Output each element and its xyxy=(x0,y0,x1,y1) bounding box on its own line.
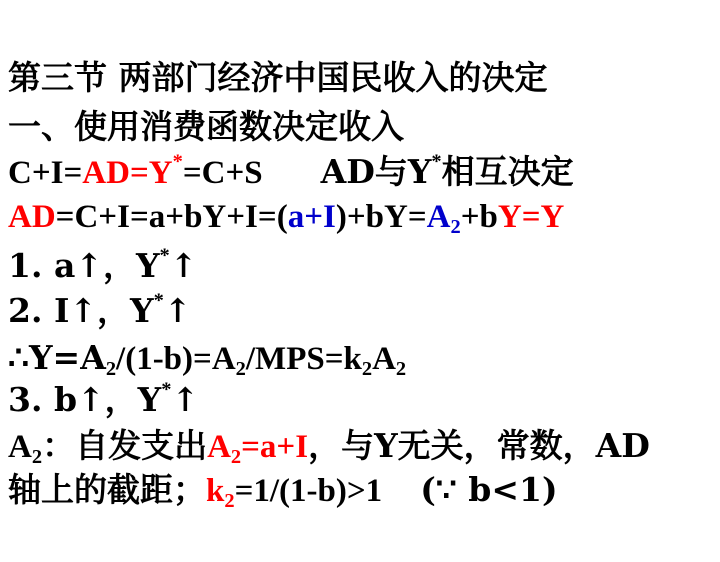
item-text: 1. a↑，Y xyxy=(8,246,160,285)
mult-part: ∴Y=A xyxy=(8,338,106,377)
ad-part: =C+I=a+bY+I=( xyxy=(55,199,288,235)
intercept-note xyxy=(8,470,558,511)
mult-part: /MPS=k xyxy=(245,341,362,377)
mult-sub: 2 xyxy=(395,358,407,381)
eq-star-sup: * xyxy=(431,150,442,173)
up-arrow: ↑ xyxy=(163,291,192,330)
autonomous-spending-note xyxy=(8,426,650,467)
item-sup: * xyxy=(159,244,170,267)
item-sup: * xyxy=(161,378,172,401)
mult-part: /(1-b)=A xyxy=(116,341,236,377)
mult-part: A xyxy=(372,341,396,377)
ad-part-red: Y=Y xyxy=(497,199,565,235)
note-sub-red: 2 xyxy=(230,446,242,469)
note-part: A xyxy=(8,429,32,465)
note-sub: 2 xyxy=(31,446,43,469)
note-part-red: k xyxy=(206,473,225,509)
ad-part: )+bY= xyxy=(335,199,427,235)
mult-sub: 2 xyxy=(235,358,246,381)
mult-sub: 2 xyxy=(361,358,373,381)
eq-part-red: AD=Y xyxy=(82,155,173,191)
equilibrium-equation xyxy=(8,152,574,193)
mult-sub: 2 xyxy=(105,358,117,381)
ad-sub-blue: 2 xyxy=(450,216,461,239)
ad-part-blue: A xyxy=(426,199,451,235)
note-sub-red: 2 xyxy=(224,490,235,513)
item-sup: * xyxy=(153,289,164,312)
item-1 xyxy=(8,246,197,287)
note-part: ：自发支出 xyxy=(42,426,208,465)
ad-part: +b xyxy=(460,199,498,235)
eq-part: AD与Y xyxy=(320,152,432,191)
note-part-red: A xyxy=(207,429,231,465)
note-part: =1/(1-b)>1 xyxy=(234,473,383,509)
subtitle-text: 一、使用消费函数决定收入 xyxy=(8,107,404,146)
up-arrow: ↑ xyxy=(169,246,198,285)
slide-title xyxy=(8,58,548,98)
section-heading xyxy=(8,107,404,147)
ad-part-red: AD xyxy=(8,199,56,235)
note-part-red: =a+I xyxy=(241,429,309,465)
eq-part: 相互决定 xyxy=(441,152,574,191)
up-arrow: ↑ xyxy=(171,380,200,419)
item-text: 3. b↑，Y xyxy=(8,380,162,419)
eq-star-sup: * xyxy=(172,150,183,173)
item-2 xyxy=(8,291,191,332)
eq-part: C+I= xyxy=(8,155,83,191)
note-part: ，与Y无关，常数，AD xyxy=(308,426,650,465)
title-text: 第三节 两部门经济中国民收入的决定 xyxy=(8,58,548,97)
ad-part-blue: a+I xyxy=(287,199,336,235)
item-3 xyxy=(8,380,199,421)
note-part: 轴上的截距； xyxy=(8,470,206,509)
ad-equation xyxy=(8,197,564,237)
eq-part: =C+S xyxy=(182,155,263,191)
note-part: (∵ b<1) xyxy=(420,470,558,509)
multiplier-equation xyxy=(8,338,406,379)
item-text: 2. I↑，Y xyxy=(8,291,154,330)
